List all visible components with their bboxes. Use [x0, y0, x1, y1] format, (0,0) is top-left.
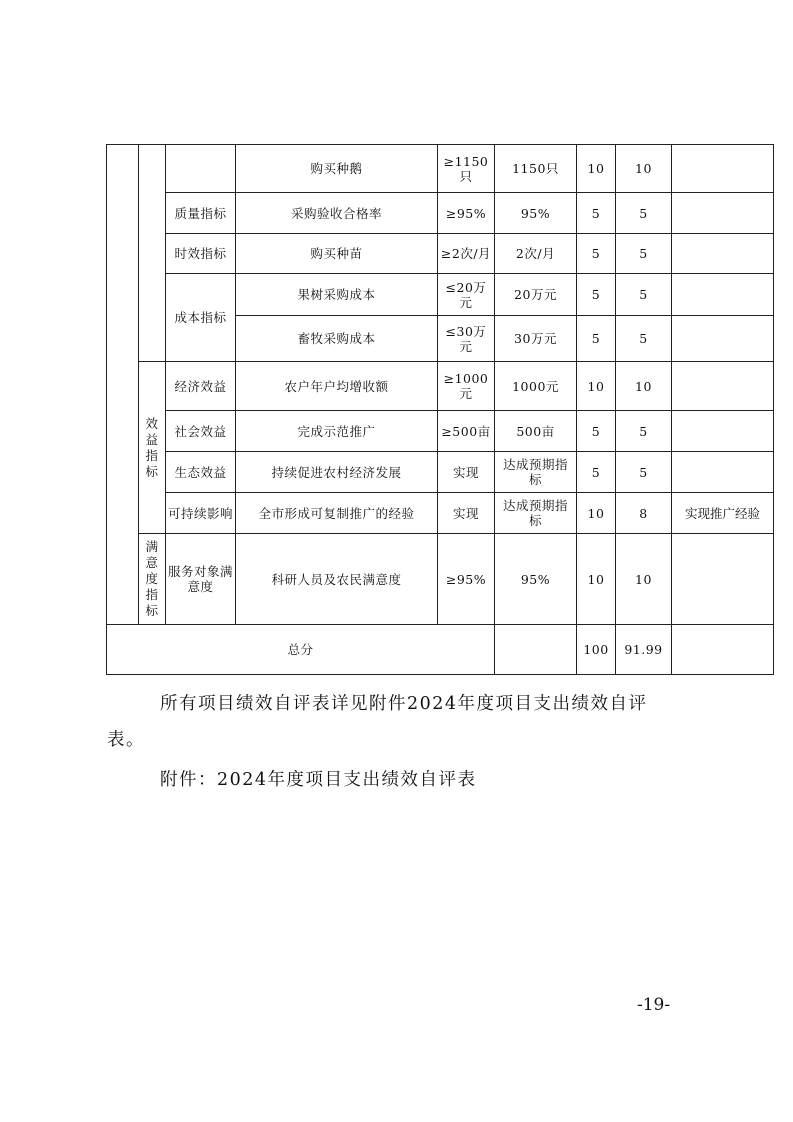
- body-paragraph-line1: 所有项目绩效自评表详见附件2024年度项目支出绩效自评: [160, 694, 648, 714]
- target-cell: 实现: [438, 493, 495, 534]
- target-cell: ≥1150只: [438, 145, 495, 193]
- note-cell: [672, 411, 774, 452]
- actual-cell: 达成预期指标: [495, 493, 577, 534]
- score-cell: 5: [616, 193, 672, 234]
- level3-cell: 质量指标: [166, 193, 236, 234]
- weight-cell: 10: [577, 534, 616, 625]
- table-row: [107, 234, 774, 274]
- score-cell: 5: [616, 452, 672, 493]
- level3-cell: 社会效益: [166, 411, 236, 452]
- actual-cell: 30万元: [495, 316, 577, 362]
- indicator-cell: 果树采购成本: [236, 274, 438, 316]
- target-cell: ≥95%: [438, 534, 495, 625]
- note-cell: [672, 234, 774, 274]
- target-cell: ≤30万元: [438, 316, 495, 362]
- note-cell: [672, 452, 774, 493]
- note-cell: [672, 316, 774, 362]
- level2-cell: [139, 145, 166, 362]
- note-cell: 实现推广经验: [672, 493, 774, 534]
- table-row: [107, 534, 774, 625]
- actual-cell: 1000元: [495, 362, 577, 411]
- indicator-cell: 采购验收合格率: [236, 193, 438, 234]
- weight-cell: 10: [577, 145, 616, 193]
- indicator-cell: 持续促进农村经济发展: [236, 452, 438, 493]
- score-cell: 5: [616, 411, 672, 452]
- target-cell: 实现: [438, 452, 495, 493]
- indicator-cell: 畜牧采购成本: [236, 316, 438, 362]
- level3-cell: 可持续影响: [166, 493, 236, 534]
- table-row: [107, 411, 774, 452]
- actual-cell: 95%: [495, 193, 577, 234]
- note-cell: [672, 145, 774, 193]
- weight-cell: 5: [577, 274, 616, 316]
- score-cell: 5: [616, 316, 672, 362]
- weight-cell: 5: [577, 193, 616, 234]
- indicator-cell: 完成示范推广: [236, 411, 438, 452]
- indicator-cell: 农户年户均增收额: [236, 362, 438, 411]
- total-row: [107, 625, 774, 675]
- score-cell: 10: [616, 362, 672, 411]
- level3-cell: 服务对象满意度: [166, 534, 236, 625]
- table-row: [107, 274, 774, 316]
- score-cell: 8: [616, 493, 672, 534]
- note-cell: [672, 193, 774, 234]
- actual-cell: 20万元: [495, 274, 577, 316]
- target-cell: ≤20万元: [438, 274, 495, 316]
- actual-cell: 500亩: [495, 411, 577, 452]
- score-cell: 10: [616, 145, 672, 193]
- indicator-cell: 购买种苗: [236, 234, 438, 274]
- weight-cell: 5: [577, 316, 616, 362]
- weight-cell: 5: [577, 452, 616, 493]
- target-cell: ≥2次/月: [438, 234, 495, 274]
- note-cell: [672, 362, 774, 411]
- score-cell: 10: [616, 534, 672, 625]
- level3-cell: 经济效益: [166, 362, 236, 411]
- target-cell: ≥95%: [438, 193, 495, 234]
- total-score: 91.99: [616, 625, 672, 675]
- level2-cell-satisfaction: 满 意 度 指 标: [139, 534, 166, 625]
- table-row: [107, 452, 774, 493]
- total-weight: 100: [577, 625, 616, 675]
- level3-cell: [166, 145, 236, 193]
- weight-cell: 10: [577, 362, 616, 411]
- target-cell: ≥500亩: [438, 411, 495, 452]
- table-row: [107, 493, 774, 534]
- body-paragraph-line2: 表。: [107, 730, 145, 750]
- level1-cell: [107, 145, 139, 625]
- total-note: [672, 625, 774, 675]
- actual-cell: 2次/月: [495, 234, 577, 274]
- level2-cell-benefit: 效 益 指 标: [139, 362, 166, 534]
- actual-cell: 达成预期指标: [495, 452, 577, 493]
- note-cell: [672, 274, 774, 316]
- performance-table: [106, 144, 774, 675]
- page-number: -19-: [637, 995, 671, 1015]
- level3-cell: 时效指标: [166, 234, 236, 274]
- level3-cell: 成本指标: [166, 274, 236, 362]
- weight-cell: 5: [577, 234, 616, 274]
- attachment-note: 附件：2024年度项目支出绩效自评表: [160, 770, 477, 790]
- total-actual: [495, 625, 577, 675]
- table-row: [107, 362, 774, 411]
- total-label: 总分: [107, 625, 495, 675]
- note-cell: [672, 534, 774, 625]
- table-row: [107, 193, 774, 234]
- table-row: [107, 145, 774, 193]
- score-cell: 5: [616, 274, 672, 316]
- level3-cell: 生态效益: [166, 452, 236, 493]
- weight-cell: 5: [577, 411, 616, 452]
- indicator-cell: 全市形成可复制推广的经验: [236, 493, 438, 534]
- indicator-cell: 购买种鹅: [236, 145, 438, 193]
- indicator-cell: 科研人员及农民满意度: [236, 534, 438, 625]
- actual-cell: 95%: [495, 534, 577, 625]
- target-cell: ≥1000元: [438, 362, 495, 411]
- weight-cell: 10: [577, 493, 616, 534]
- actual-cell: 1150只: [495, 145, 577, 193]
- score-cell: 5: [616, 234, 672, 274]
